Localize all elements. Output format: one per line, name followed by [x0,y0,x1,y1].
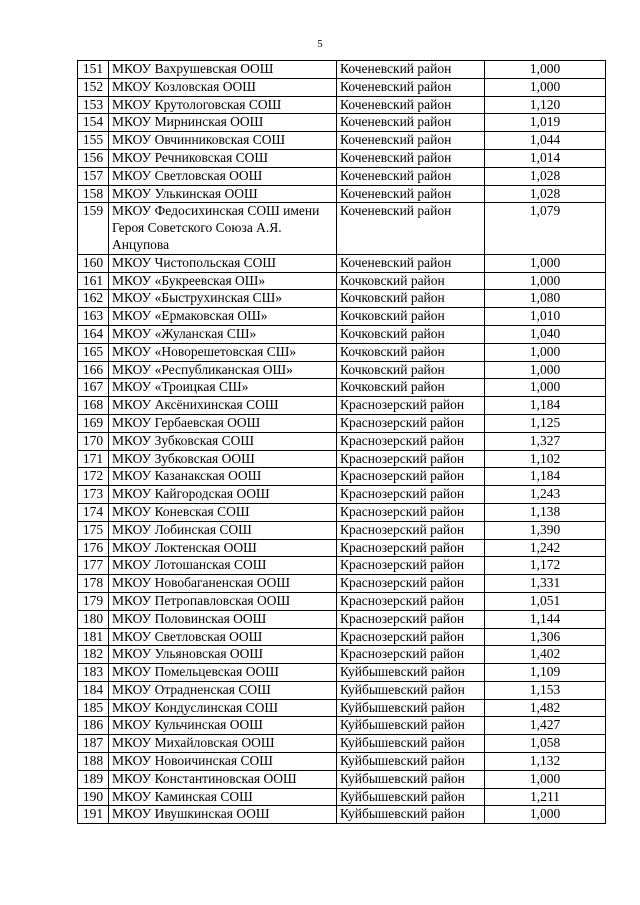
district-cell: Краснозерский район [337,646,485,664]
school-name-cell: МКОУ Крутологовская СОШ [109,96,337,114]
row-number-cell: 160 [78,254,109,272]
district-cell: Коченевский район [337,185,485,203]
table-row [78,167,606,185]
coefficient-cell: 1,125 [485,414,606,432]
row-number-cell: 177 [78,557,109,575]
row-number-cell: 167 [78,379,109,397]
district-cell: Краснозерский район [337,397,485,415]
table-row [78,770,606,788]
table-row [78,557,606,575]
row-number-cell: 152 [78,78,109,96]
row-number-cell: 157 [78,167,109,185]
school-name-cell: МКОУ Каминская СОШ [109,788,337,806]
row-number-cell: 168 [78,397,109,415]
district-cell: Коченевский район [337,114,485,132]
row-number-cell: 175 [78,521,109,539]
table-row [78,681,606,699]
table-row [78,203,606,254]
school-name-cell: МКОУ Казанакская ООШ [109,468,337,486]
row-number-cell: 186 [78,717,109,735]
table-row [78,361,606,379]
row-number-cell: 171 [78,450,109,468]
table-row [78,468,606,486]
district-cell: Коченевский район [337,132,485,150]
school-name-cell: МКОУ Зубковская СОШ [109,432,337,450]
coefficient-cell: 1,327 [485,432,606,450]
row-number-cell: 161 [78,272,109,290]
coefficient-cell: 1,242 [485,539,606,557]
district-cell: Куйбышевский район [337,806,485,824]
district-cell: Куйбышевский район [337,717,485,735]
coefficient-cell: 1,014 [485,149,606,167]
district-cell: Куйбышевский район [337,735,485,753]
coefficient-cell: 1,010 [485,308,606,326]
coefficient-cell: 1,306 [485,628,606,646]
coefficient-cell: 1,102 [485,450,606,468]
school-name-cell: МКОУ Чистопольская СОШ [109,254,337,272]
school-name-cell: МКОУ Отрадненская СОШ [109,681,337,699]
coefficient-cell: 1,331 [485,575,606,593]
school-name-cell: МКОУ «Жуланская СШ» [109,325,337,343]
district-cell: Краснозерский район [337,432,485,450]
table-row [78,646,606,664]
coefficient-cell: 1,019 [485,114,606,132]
row-number-cell: 179 [78,592,109,610]
coefficient-cell: 1,138 [485,503,606,521]
row-number-cell: 184 [78,681,109,699]
table-row [78,185,606,203]
table-row [78,503,606,521]
district-cell: Коченевский район [337,167,485,185]
row-number-cell: 170 [78,432,109,450]
table-row [78,96,606,114]
table-row [78,521,606,539]
district-cell: Кочковский район [337,325,485,343]
coefficient-cell: 1,482 [485,699,606,717]
school-name-cell: МКОУ Новобаганенская ООШ [109,575,337,593]
school-name-cell: МКОУ Козловская ООШ [109,78,337,96]
district-cell: Краснозерский район [337,503,485,521]
coefficient-cell: 1,051 [485,592,606,610]
coefficient-cell: 1,402 [485,646,606,664]
coefficient-cell: 1,040 [485,325,606,343]
coefficient-cell: 1,120 [485,96,606,114]
table-row [78,717,606,735]
table-row [78,397,606,415]
table-row [78,539,606,557]
table-body [78,61,606,824]
school-name-cell: МКОУ Локтенская ООШ [109,539,337,557]
row-number-cell: 158 [78,185,109,203]
coefficient-cell: 1,000 [485,343,606,361]
coefficient-cell: 1,390 [485,521,606,539]
coefficient-cell: 1,000 [485,78,606,96]
row-number-cell: 155 [78,132,109,150]
table-row [78,699,606,717]
school-name-cell: МКОУ Лобинская СОШ [109,521,337,539]
row-number-cell: 191 [78,806,109,824]
coefficient-cell: 1,000 [485,770,606,788]
table-row [78,114,606,132]
school-name-cell: МКОУ Ивушкинская ООШ [109,806,337,824]
coefficient-cell: 1,243 [485,486,606,504]
table-row [78,414,606,432]
row-number-cell: 163 [78,308,109,326]
district-cell: Краснозерский район [337,414,485,432]
district-cell: Кочковский район [337,379,485,397]
district-cell: Кочковский район [337,272,485,290]
school-name-cell: МКОУ Гербаевская ООШ [109,414,337,432]
school-name-cell: МКОУ Половинская ООШ [109,610,337,628]
school-name-cell: МКОУ Овчинниковская СОШ [109,132,337,150]
table-row [78,592,606,610]
row-number-cell: 187 [78,735,109,753]
school-name-cell: МКОУ Мирнинская ООШ [109,114,337,132]
coefficient-cell: 1,000 [485,379,606,397]
table-row [78,806,606,824]
table-row [78,61,606,79]
school-name-cell: МКОУ Константиновская ООШ [109,770,337,788]
school-name-cell: МКОУ Речниковская СОШ [109,149,337,167]
district-cell: Куйбышевский район [337,753,485,771]
district-cell: Краснозерский район [337,592,485,610]
school-name-cell: МКОУ Улькинская ООШ [109,185,337,203]
table-row [78,610,606,628]
school-name-cell: МКОУ Зубковская ООШ [109,450,337,468]
row-number-cell: 173 [78,486,109,504]
coefficient-cell: 1,000 [485,272,606,290]
school-name-cell: МКОУ «Новорешетовская СШ» [109,343,337,361]
school-name-cell: МКОУ Светловская ООШ [109,167,337,185]
coefficient-cell: 1,132 [485,753,606,771]
row-number-cell: 172 [78,468,109,486]
row-number-cell: 154 [78,114,109,132]
district-cell: Кочковский район [337,343,485,361]
coefficient-cell: 1,211 [485,788,606,806]
row-number-cell: 166 [78,361,109,379]
table-row [78,78,606,96]
school-name-cell: МКОУ Петропавловская ООШ [109,592,337,610]
page-number: 5 [317,38,323,50]
row-number-cell: 164 [78,325,109,343]
district-cell: Коченевский район [337,61,485,79]
coefficient-cell: 1,109 [485,664,606,682]
table-row [78,753,606,771]
row-number-cell: 188 [78,753,109,771]
table-row [78,486,606,504]
coefficient-cell: 1,080 [485,290,606,308]
district-cell: Коченевский район [337,254,485,272]
school-name-cell: МКОУ Кульчинская ООШ [109,717,337,735]
row-number-cell: 162 [78,290,109,308]
school-name-cell: МКОУ Кайгородская ООШ [109,486,337,504]
district-cell: Куйбышевский район [337,699,485,717]
table-row [78,664,606,682]
table-row [78,149,606,167]
district-cell: Краснозерский район [337,450,485,468]
row-number-cell: 159 [78,203,109,254]
row-number-cell: 169 [78,414,109,432]
coefficient-cell: 1,000 [485,806,606,824]
row-number-cell: 165 [78,343,109,361]
school-name-cell: МКОУ Михайловская ООШ [109,735,337,753]
coefficient-cell: 1,427 [485,717,606,735]
district-cell: Коченевский район [337,96,485,114]
district-cell: Краснозерский район [337,575,485,593]
district-cell: Куйбышевский район [337,681,485,699]
coefficient-cell: 1,044 [485,132,606,150]
schools-table [77,60,606,824]
table-row [78,308,606,326]
coefficient-cell: 1,028 [485,167,606,185]
table-row [78,272,606,290]
school-name-cell: МКОУ Лотошанская СОШ [109,557,337,575]
district-cell: Краснозерский район [337,486,485,504]
school-name-cell: МКОУ Коневская СОШ [109,503,337,521]
row-number-cell: 176 [78,539,109,557]
school-name-cell: МКОУ «Республиканская ОШ» [109,361,337,379]
district-cell: Коченевский район [337,78,485,96]
school-name-cell: МКОУ Аксёнихинская СОШ [109,397,337,415]
school-name-cell: МКОУ Светловская ООШ [109,628,337,646]
table-row [78,343,606,361]
table-row [78,254,606,272]
table-row [78,788,606,806]
row-number-cell: 189 [78,770,109,788]
table-row [78,325,606,343]
district-cell: Коченевский район [337,203,485,254]
row-number-cell: 178 [78,575,109,593]
row-number-cell: 185 [78,699,109,717]
row-number-cell: 181 [78,628,109,646]
school-name-cell: МКОУ Федосихинская СОШ имени Героя Советского Союза А.Я. Анцупова [109,203,337,254]
row-number-cell: 180 [78,610,109,628]
table-row [78,735,606,753]
district-cell: Куйбышевский район [337,788,485,806]
table-row [78,290,606,308]
district-cell: Краснозерский район [337,557,485,575]
school-name-cell: МКОУ «Ермаковская ОШ» [109,308,337,326]
row-number-cell: 153 [78,96,109,114]
district-cell: Кочковский район [337,290,485,308]
district-cell: Куйбышевский район [337,664,485,682]
district-cell: Краснозерский район [337,610,485,628]
table-row [78,132,606,150]
coefficient-cell: 1,000 [485,254,606,272]
coefficient-cell: 1,028 [485,185,606,203]
school-name-cell: МКОУ Ульяновская ООШ [109,646,337,664]
row-number-cell: 190 [78,788,109,806]
school-name-cell: МКОУ «Троицкая СШ» [109,379,337,397]
table-row [78,379,606,397]
coefficient-cell: 1,172 [485,557,606,575]
coefficient-cell: 1,184 [485,468,606,486]
row-number-cell: 174 [78,503,109,521]
school-name-cell: МКОУ Новоичинская СОШ [109,753,337,771]
table-row [78,628,606,646]
coefficient-cell: 1,000 [485,61,606,79]
coefficient-cell: 1,144 [485,610,606,628]
district-cell: Куйбышевский район [337,770,485,788]
district-cell: Краснозерский район [337,628,485,646]
row-number-cell: 156 [78,149,109,167]
district-cell: Краснозерский район [337,521,485,539]
school-name-cell: МКОУ Вахрушевская ООШ [109,61,337,79]
district-cell: Краснозерский район [337,539,485,557]
coefficient-cell: 1,184 [485,397,606,415]
coefficient-cell: 1,079 [485,203,606,254]
coefficient-cell: 1,058 [485,735,606,753]
district-cell: Коченевский район [337,149,485,167]
coefficient-cell: 1,000 [485,361,606,379]
row-number-cell: 182 [78,646,109,664]
district-cell: Краснозерский район [337,468,485,486]
row-number-cell: 183 [78,664,109,682]
row-number-cell: 151 [78,61,109,79]
school-name-cell: МКОУ Помельцевская ООШ [109,664,337,682]
coefficient-cell: 1,153 [485,681,606,699]
district-cell: Кочковский район [337,308,485,326]
table-row [78,432,606,450]
district-cell: Кочковский район [337,361,485,379]
table-row [78,450,606,468]
table-row [78,575,606,593]
school-name-cell: МКОУ «Букреевская ОШ» [109,272,337,290]
school-name-cell: МКОУ «Быструхинская СШ» [109,290,337,308]
school-name-cell: МКОУ Кондуслинская СОШ [109,699,337,717]
